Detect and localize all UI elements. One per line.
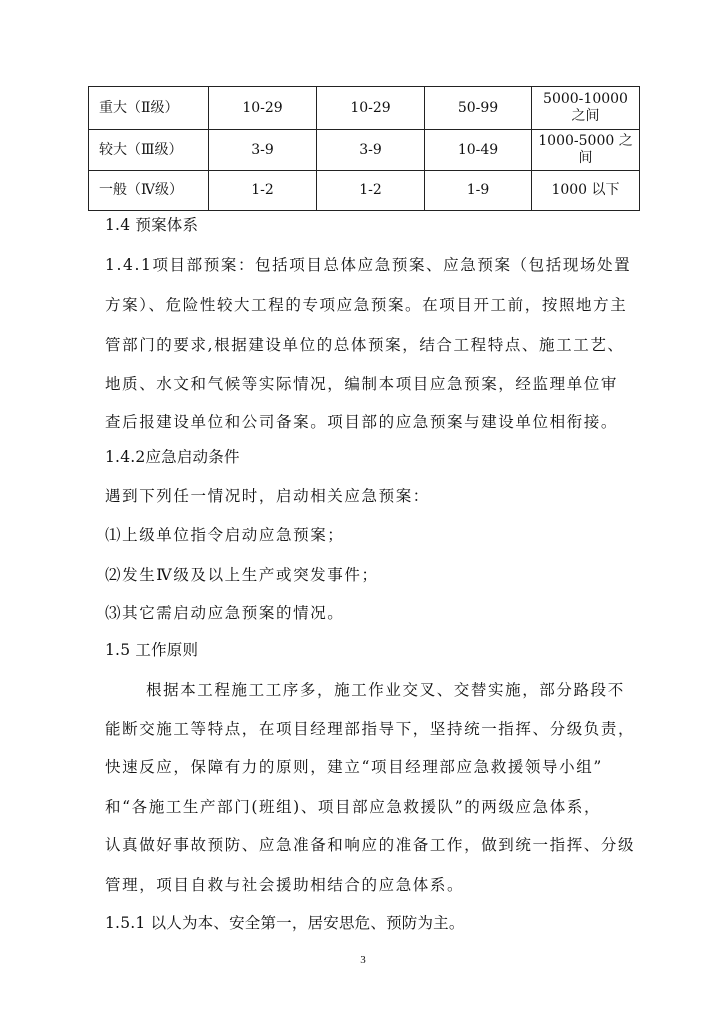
paragraph-line: 能断交施工等特点，在项目经理部指导下，坚持统一指挥、分级负责，	[105, 720, 636, 738]
table-cell: 1-9	[425, 171, 532, 211]
table-row	[89, 130, 640, 171]
table-cell: 10-49	[425, 130, 532, 171]
table-cell: 10-29	[317, 87, 425, 130]
list-item: ⑶其它需启动应急预案的情况。	[105, 604, 345, 622]
paragraph-line: 快速反应，保障有力的原则，建立“项目经理部应急救援领导小组”	[105, 758, 603, 776]
paragraph-line: 认真做好事故预防、应急准备和响应的准备工作，做到统一指挥、分级	[105, 836, 636, 854]
table-cell: 1-2	[209, 171, 317, 211]
paragraph-line: 查后报建设单位和公司备案。项目部的应急预案与建设单位相衔接。	[105, 413, 619, 431]
paragraph-line: 1.4.1项目部预案：包括项目总体应急预案、应急预案（包括现场处置	[105, 256, 632, 274]
table-row	[89, 171, 640, 211]
table-cell: 1-2	[317, 171, 425, 211]
paragraph-line: 管部门的要求,根据建设单位的总体预案，结合工程特点、施工工艺、	[105, 336, 625, 354]
table-cell: 重大（Ⅱ级）	[89, 87, 209, 130]
table-cell: 较大（Ⅲ级）	[89, 130, 209, 171]
list-item: ⑵发生Ⅳ级及以上生产或突发事件；	[105, 566, 379, 584]
table-cell: 3-9	[317, 130, 425, 171]
section-heading: 1.4 预案体系	[105, 216, 199, 234]
section-heading: 1.5 工作原则	[105, 641, 199, 659]
table-cell: 50-99	[425, 87, 532, 130]
emergency-level-table	[88, 86, 640, 211]
table-cell: 一般（Ⅳ级）	[89, 171, 209, 211]
page-number: 3	[360, 954, 366, 966]
table-row	[89, 87, 640, 130]
paragraph-line: 地质、水文和气候等实际情况，编制本项目应急预案，经监理单位审	[105, 375, 619, 393]
table-cell: 5000-10000 之间	[532, 87, 640, 130]
paragraph-line: 方案）、危险性较大工程的专项应急预案。在项目开工前，按照地方主	[105, 296, 628, 314]
section-heading: 1.4.2应急启动条件	[105, 448, 240, 466]
paragraph-line: 遇到下列任一情况时，启动相关应急预案：	[105, 487, 430, 505]
table-cell: 10-29	[209, 87, 317, 130]
list-item: ⑴上级单位指令启动应急预案；	[105, 526, 345, 544]
table-cell: 1000-5000 之间	[532, 130, 640, 171]
table-cell: 1000 以下	[532, 171, 640, 211]
paragraph-line: 管理，项目自救与社会援助相结合的应急体系。	[105, 876, 465, 894]
paragraph-line: 和“各施工生产部门(班组)、项目部应急救援队”的两级应急体系，	[105, 798, 602, 816]
paragraph-line: 根据本工程施工工序多，施工作业交叉、交替实施，部分路段不	[146, 681, 625, 699]
table-cell: 3-9	[209, 130, 317, 171]
section-heading: 1.5.1 以人为本、安全第一，居安思危、预防为主。	[105, 914, 465, 932]
